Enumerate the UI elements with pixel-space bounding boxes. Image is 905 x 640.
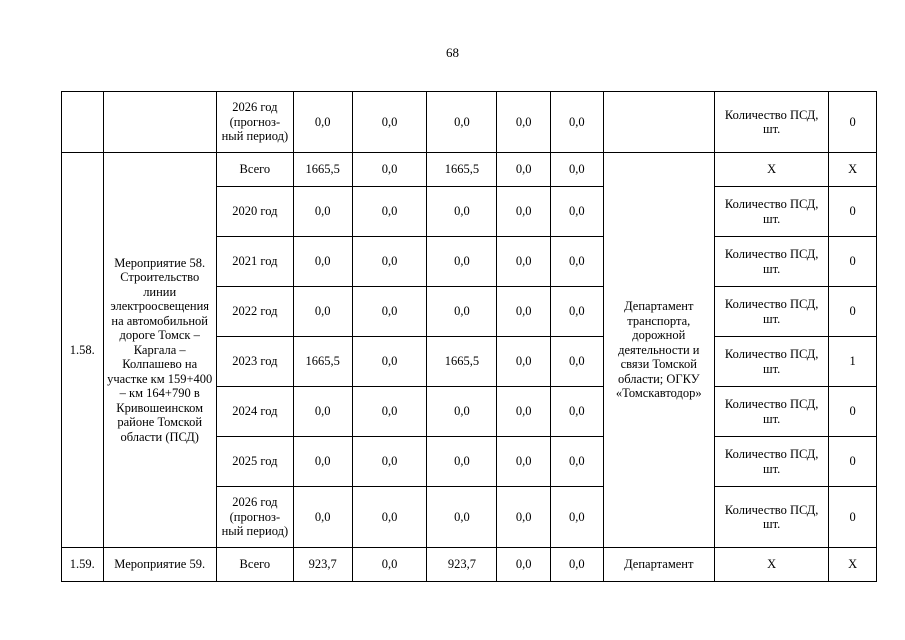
value-cell: 0,0	[352, 548, 427, 582]
indicator-cell: Количество ПСД, шт.	[714, 187, 828, 237]
value-cell: 0,0	[352, 187, 427, 237]
value-cell: 0,0	[550, 387, 603, 437]
value-cell: 0,0	[497, 437, 551, 487]
period-cell: 2026 год (прогноз-ный период)	[216, 487, 293, 548]
table-row	[62, 92, 877, 153]
indicator-cell: Количество ПСД, шт.	[714, 437, 828, 487]
indicator-cell: Количество ПСД, шт.	[714, 237, 828, 287]
value-cell: 0,0	[550, 237, 603, 287]
value-cell: 0,0	[293, 187, 352, 237]
period-cell: 2026 год (прогноз-ный период)	[216, 92, 293, 153]
value-cell: 1665,5	[293, 337, 352, 387]
value-cell: 1665,5	[427, 153, 497, 187]
value-cell: 0,0	[352, 337, 427, 387]
value-cell: 0,0	[497, 287, 551, 337]
value-cell: 0,0	[427, 237, 497, 287]
value-cell: 0,0	[293, 437, 352, 487]
indicator-value: 1	[829, 337, 877, 387]
table-row	[62, 153, 877, 187]
value-cell: 1665,5	[293, 153, 352, 187]
period-cell: 2022 год	[216, 287, 293, 337]
value-cell: 0,0	[550, 337, 603, 387]
value-cell: 0,0	[497, 387, 551, 437]
value-cell: 0,0	[497, 487, 551, 548]
value-cell: 0,0	[427, 487, 497, 548]
value-cell: 0,0	[550, 487, 603, 548]
value-cell: 0,0	[352, 153, 427, 187]
period-cell: 2020 год	[216, 187, 293, 237]
value-cell: 0,0	[427, 437, 497, 487]
value-cell: 0,0	[550, 437, 603, 487]
indicator-value: Х	[829, 548, 877, 582]
value-cell: 0,0	[427, 287, 497, 337]
activity-name: Мероприятие 58. Строительство линии электроосвещения на автомобильной дороге Томск – Каргала – Колпашево на участке км 159+400 – км 164+790 в Кривошеинском районе Томской области (ПСД)	[103, 153, 216, 548]
value-cell: 0,0	[427, 92, 497, 153]
indicator-cell: Количество ПСД, шт.	[714, 92, 828, 153]
value-cell: 0,0	[550, 287, 603, 337]
value-cell: 0,0	[497, 187, 551, 237]
period-cell: 2024 год	[216, 387, 293, 437]
indicator-cell: Х	[714, 153, 828, 187]
value-cell: 0,0	[550, 92, 603, 153]
value-cell: 0,0	[550, 153, 603, 187]
value-cell: 0,0	[497, 92, 551, 153]
indicator-cell: Количество ПСД, шт.	[714, 337, 828, 387]
activity-name: Мероприятие 59.	[103, 548, 216, 582]
table-row	[62, 548, 877, 582]
indicator-value: 0	[829, 92, 877, 153]
value-cell: 0,0	[352, 237, 427, 287]
value-cell: 923,7	[427, 548, 497, 582]
indicator-value: 0	[829, 237, 877, 287]
value-cell: 0,0	[293, 237, 352, 287]
indicator-cell: Количество ПСД, шт.	[714, 287, 828, 337]
value-cell: 0,0	[352, 92, 427, 153]
value-cell: 0,0	[550, 187, 603, 237]
value-cell: 0,0	[352, 487, 427, 548]
indicator-value: Х	[829, 153, 877, 187]
period-cell: Всего	[216, 153, 293, 187]
indicator-value: 0	[829, 187, 877, 237]
indicator-value: 0	[829, 287, 877, 337]
value-cell: 0,0	[497, 153, 551, 187]
value-cell: 0,0	[427, 187, 497, 237]
activity-name	[103, 92, 216, 153]
indicator-value: 0	[829, 387, 877, 437]
indicator-value: 0	[829, 487, 877, 548]
department-cell: Департамент	[603, 548, 714, 582]
value-cell: 0,0	[293, 92, 352, 153]
row-number: 1.58.	[62, 153, 104, 548]
period-cell: Всего	[216, 548, 293, 582]
row-number	[62, 92, 104, 153]
value-cell: 0,0	[352, 387, 427, 437]
indicator-cell: Х	[714, 548, 828, 582]
value-cell: 923,7	[293, 548, 352, 582]
department-cell	[603, 92, 714, 153]
period-cell: 2021 год	[216, 237, 293, 287]
value-cell: 0,0	[293, 287, 352, 337]
value-cell: 0,0	[427, 387, 497, 437]
row-number: 1.59.	[62, 548, 104, 582]
value-cell: 0,0	[497, 337, 551, 387]
indicator-cell: Количество ПСД, шт.	[714, 387, 828, 437]
value-cell: 0,0	[293, 387, 352, 437]
value-cell: 0,0	[497, 237, 551, 287]
indicator-cell: Количество ПСД, шт.	[714, 487, 828, 548]
value-cell: 0,0	[550, 548, 603, 582]
program-table	[61, 91, 877, 582]
value-cell: 0,0	[293, 487, 352, 548]
indicator-value: 0	[829, 437, 877, 487]
value-cell: 0,0	[352, 437, 427, 487]
page-number: 68	[446, 45, 459, 60]
department-cell: Департамент транспорта, дорожной деятельности и связи Томской области; ОГКУ «Томскавтодор»	[603, 153, 714, 548]
value-cell: 1665,5	[427, 337, 497, 387]
period-cell: 2023 год	[216, 337, 293, 387]
value-cell: 0,0	[352, 287, 427, 337]
period-cell: 2025 год	[216, 437, 293, 487]
value-cell: 0,0	[497, 548, 551, 582]
